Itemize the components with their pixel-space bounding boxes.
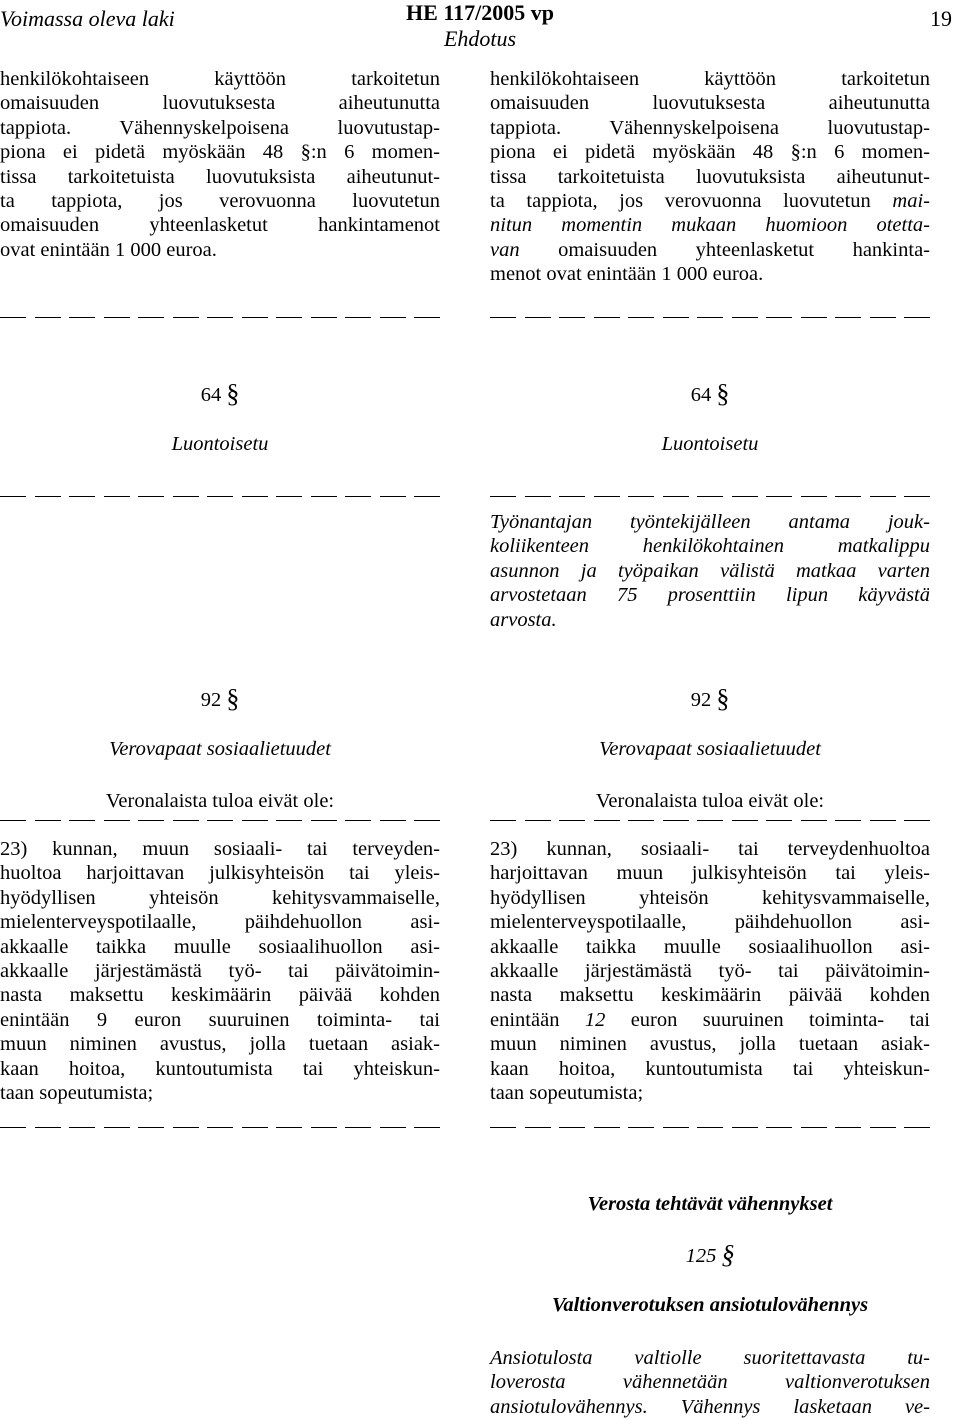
text-line: akkaalle järjestämästä työ- tai päivätoimin- bbox=[490, 960, 930, 983]
separator-dash bbox=[380, 1127, 406, 1128]
separator-dash bbox=[663, 1127, 689, 1128]
amended-text: van bbox=[490, 238, 520, 261]
section-92-intro-right: Veronalaista tuloa eivät ole: bbox=[595, 790, 825, 812]
separator-dash bbox=[732, 820, 758, 821]
separator-dash bbox=[104, 820, 130, 821]
separator-dash bbox=[69, 820, 95, 821]
section-number: 125 bbox=[685, 1245, 717, 1267]
separator-dash bbox=[380, 496, 406, 497]
separator-dash bbox=[414, 317, 440, 318]
section-92-number-left bbox=[0, 686, 440, 712]
separator-dash bbox=[628, 1127, 654, 1128]
separator-dash bbox=[904, 317, 930, 318]
separator-dash bbox=[35, 496, 61, 497]
separator-dash bbox=[835, 496, 861, 497]
separator-dash bbox=[207, 820, 233, 821]
header-document-id: HE 117/2005 vp bbox=[406, 0, 554, 25]
text-run: euron suuruinen toiminta- tai bbox=[605, 1008, 930, 1031]
separator-dash bbox=[276, 317, 302, 318]
section-symbol: § bbox=[716, 684, 730, 713]
separator-dash bbox=[490, 1127, 516, 1128]
text-line: mielenterveyspotilaalle, päihdehuollon asi- bbox=[490, 911, 930, 934]
text-line: 23) kunnan, muun sosiaali- tai terveyden- bbox=[0, 838, 440, 860]
separator-dash bbox=[870, 317, 896, 318]
separator-dash bbox=[104, 1127, 130, 1128]
text-line: piona ei pidetä myöskään 48 §:n 6 momen- bbox=[490, 141, 930, 164]
separator-dash bbox=[35, 1127, 61, 1128]
separator-dash bbox=[525, 1127, 551, 1128]
section-92-item-23-right bbox=[490, 837, 930, 1105]
text-line: hyödyllisen yhteisön kehitysvammaiselle, bbox=[0, 886, 440, 909]
separator-dash bbox=[697, 496, 723, 497]
text-line bbox=[490, 1008, 930, 1032]
section-64-title-left: Luontoisetu bbox=[171, 433, 269, 455]
text-line bbox=[490, 189, 930, 213]
text-line: omaisuuden yhteenlasketut hankintamenot bbox=[0, 214, 440, 237]
separator-dash bbox=[904, 820, 930, 821]
section-64-title-right: Luontoisetu bbox=[661, 433, 759, 455]
separator-dash bbox=[345, 496, 371, 497]
section-number: 92 bbox=[690, 689, 712, 711]
separator-dash bbox=[904, 496, 930, 497]
separator-dash bbox=[663, 317, 689, 318]
section-symbol: § bbox=[226, 684, 240, 713]
separator-dash bbox=[835, 820, 861, 821]
separator-dash bbox=[311, 1127, 337, 1128]
text-line: nasta maksettu keskimäärin päivää kohden bbox=[0, 984, 440, 1007]
section-symbol: § bbox=[721, 1240, 735, 1269]
separator-dash bbox=[345, 1127, 371, 1128]
separator-dash bbox=[207, 317, 233, 318]
separator-dash bbox=[69, 496, 95, 497]
page-number: 19 bbox=[930, 6, 952, 31]
separator-dash bbox=[0, 820, 26, 821]
separator-dash bbox=[870, 1127, 896, 1128]
separator-dash bbox=[276, 1127, 302, 1128]
text-line: loverosta vähennetään valtionverotuksen bbox=[490, 1371, 930, 1394]
section-92-title-right: Verovapaat sosiaalietuudet bbox=[599, 738, 821, 760]
separator-dash bbox=[594, 496, 620, 497]
separator-dash bbox=[345, 820, 371, 821]
separator-dash bbox=[559, 317, 585, 318]
text-line: huoltoa harjoittavan julkisyhteisön tai yleis- bbox=[0, 862, 440, 885]
separator-dash bbox=[173, 317, 199, 318]
text-line: kaan hoitoa, kuntoutumista tai yhteiskun- bbox=[0, 1057, 440, 1080]
separator-dash bbox=[104, 496, 130, 497]
separator-dash bbox=[697, 1127, 723, 1128]
block1-right-paragraph bbox=[490, 67, 930, 287]
separator-dash bbox=[732, 496, 758, 497]
separator-dash bbox=[345, 317, 371, 318]
separator-dash bbox=[870, 496, 896, 497]
separator-dash bbox=[904, 1127, 930, 1128]
separator-dash bbox=[870, 820, 896, 821]
omission-separator bbox=[0, 820, 440, 821]
separator-dash bbox=[490, 496, 516, 497]
separator-dash bbox=[0, 496, 26, 497]
text-line: nasta maksettu keskimäärin päivää kohden bbox=[490, 984, 930, 1007]
text-line: taan sopeutumista; bbox=[490, 1082, 644, 1105]
text-line: muun niminen avustus, jolla tuetaan asiak- bbox=[490, 1033, 930, 1056]
separator-dash bbox=[311, 496, 337, 497]
separator-dash bbox=[276, 496, 302, 497]
text-line: akkaalle taikka muulle sosiaalihuollon asi- bbox=[0, 935, 440, 958]
omission-separator bbox=[490, 317, 930, 318]
separator-dash bbox=[138, 1127, 164, 1128]
text-line: menot ovat enintään 1 000 euroa. bbox=[490, 263, 764, 286]
section-number: 92 bbox=[200, 689, 222, 711]
separator-dash bbox=[732, 317, 758, 318]
separator-dash bbox=[525, 820, 551, 821]
separator-dash bbox=[594, 820, 620, 821]
omission-separator bbox=[0, 317, 440, 318]
text-line: Työnantajan työntekijälleen antama jouk- bbox=[490, 511, 930, 533]
separator-dash bbox=[414, 1127, 440, 1128]
text-line: henkilökohtaiseen käyttöön tarkoitetun bbox=[0, 68, 440, 90]
header-law-status: Voimassa oleva laki bbox=[0, 6, 175, 31]
text-line: kaan hoitoa, kuntoutumista tai yhteiskun- bbox=[490, 1057, 930, 1080]
text-line: Ansiotulosta valtiolle suoritettavasta tu- bbox=[490, 1347, 930, 1369]
header-center bbox=[0, 0, 960, 51]
separator-dash bbox=[242, 820, 268, 821]
text-line: arvosta. bbox=[490, 608, 557, 631]
text-line: piona ei pidetä myöskään 48 §:n 6 momen- bbox=[0, 141, 440, 164]
separator-dash bbox=[525, 317, 551, 318]
text-line: taan sopeutumista; bbox=[0, 1082, 154, 1105]
omission-separator bbox=[0, 1127, 440, 1128]
separator-dash bbox=[835, 317, 861, 318]
separator-dash bbox=[628, 496, 654, 497]
text-line: ansiotulovähennys. Vähennys lasketaan ve- bbox=[490, 1395, 930, 1418]
section-number: 64 bbox=[200, 384, 222, 406]
omission-separator bbox=[490, 496, 930, 497]
section-92-title-left: Verovapaat sosiaalietuudet bbox=[109, 738, 331, 760]
text-run: ta tappiota, jos verovuonna luovutetun bbox=[490, 190, 893, 213]
separator-dash bbox=[242, 496, 268, 497]
chapter-heading: Verosta tehtävät vähennykset bbox=[587, 1193, 833, 1215]
text-line: enintään 9 euron suuruinen toiminta- tai bbox=[0, 1008, 440, 1031]
section-number: 64 bbox=[690, 384, 712, 406]
separator-dash bbox=[697, 317, 723, 318]
separator-dash bbox=[801, 317, 827, 318]
text-line: 23) kunnan, sosiaali- tai terveydenhuoltoa bbox=[490, 838, 930, 860]
separator-dash bbox=[242, 317, 268, 318]
text-line: akkaalle taikka muulle sosiaalihuollon asi- bbox=[490, 935, 930, 958]
text-run: omaisuuden yhteenlasketut hankinta- bbox=[519, 238, 930, 261]
text-line: henkilökohtaiseen käyttöön tarkoitetun bbox=[490, 68, 930, 90]
text-line: akkaalle järjestämästä työ- tai päivätoimin- bbox=[0, 960, 440, 983]
text-line: ovat enintään 1 000 euroa. bbox=[0, 238, 217, 261]
separator-dash bbox=[0, 1127, 26, 1128]
separator-dash bbox=[732, 1127, 758, 1128]
section-125-number bbox=[490, 1242, 930, 1268]
separator-dash bbox=[173, 820, 199, 821]
amended-amount: 12 bbox=[584, 1008, 606, 1031]
separator-dash bbox=[138, 317, 164, 318]
text-line: hyödyllisen yhteisön kehitysvammaiselle, bbox=[490, 886, 930, 909]
text-line: omaisuuden luovutuksesta aiheutunutta bbox=[0, 92, 440, 115]
text-line: arvostetaan 75 prosenttiin lipun käyvästä bbox=[490, 584, 930, 607]
section-125-title: Valtionverotuksen ansiotulovähennys bbox=[551, 1294, 869, 1316]
omission-separator bbox=[490, 1127, 930, 1128]
header-proposal-label: Ehdotus bbox=[443, 26, 517, 51]
separator-dash bbox=[801, 1127, 827, 1128]
text-line: koliikenteen henkilökohtainen matkalippu bbox=[490, 535, 930, 558]
separator-dash bbox=[490, 317, 516, 318]
separator-dash bbox=[311, 820, 337, 821]
section-64-number-left bbox=[0, 381, 440, 407]
separator-dash bbox=[697, 820, 723, 821]
separator-dash bbox=[138, 496, 164, 497]
separator-dash bbox=[380, 820, 406, 821]
separator-dash bbox=[490, 820, 516, 821]
separator-dash bbox=[525, 496, 551, 497]
separator-dash bbox=[311, 317, 337, 318]
separator-dash bbox=[766, 317, 792, 318]
separator-dash bbox=[173, 496, 199, 497]
section-symbol: § bbox=[716, 379, 730, 408]
section-92-number-right bbox=[490, 686, 930, 712]
omission-separator bbox=[0, 496, 440, 497]
separator-dash bbox=[138, 820, 164, 821]
block1-left-paragraph bbox=[0, 67, 440, 262]
separator-dash bbox=[207, 496, 233, 497]
separator-dash bbox=[380, 317, 406, 318]
section-92-item-23-left bbox=[0, 837, 440, 1105]
omission-separator bbox=[490, 820, 930, 821]
separator-dash bbox=[0, 317, 26, 318]
separator-dash bbox=[594, 317, 620, 318]
separator-dash bbox=[801, 496, 827, 497]
text-line: mielenterveyspotilaalle, päihdehuollon asi- bbox=[0, 911, 440, 934]
separator-dash bbox=[663, 820, 689, 821]
separator-dash bbox=[35, 820, 61, 821]
section-125-paragraph bbox=[490, 1346, 930, 1419]
amended-text: mai- bbox=[892, 190, 930, 213]
separator-dash bbox=[242, 1127, 268, 1128]
separator-dash bbox=[414, 496, 440, 497]
text-run: enintään bbox=[490, 1008, 585, 1031]
separator-dash bbox=[559, 820, 585, 821]
separator-dash bbox=[414, 820, 440, 821]
text-line: harjoittavan muun julkisyhteisön tai yleis- bbox=[490, 862, 930, 885]
separator-dash bbox=[207, 1127, 233, 1128]
text-line: tissa tarkoitetuista luovutuksista aiheutunut- bbox=[490, 165, 930, 188]
separator-dash bbox=[835, 1127, 861, 1128]
separator-dash bbox=[69, 317, 95, 318]
separator-dash bbox=[559, 1127, 585, 1128]
section-92-intro-left: Veronalaista tuloa eivät ole: bbox=[105, 790, 335, 812]
section-64-new-paragraph bbox=[490, 510, 930, 632]
text-line: tappiota. Vähennyskelpoisena luovutustap- bbox=[490, 116, 930, 139]
separator-dash bbox=[173, 1127, 199, 1128]
separator-dash bbox=[801, 820, 827, 821]
text-line: ta tappiota, jos verovuonna luovutetun bbox=[0, 190, 440, 213]
separator-dash bbox=[104, 317, 130, 318]
separator-dash bbox=[276, 820, 302, 821]
section-64-number-right bbox=[490, 381, 930, 407]
separator-dash bbox=[35, 317, 61, 318]
separator-dash bbox=[69, 1127, 95, 1128]
separator-dash bbox=[628, 317, 654, 318]
text-line: tissa tarkoitetuista luovutuksista aiheutunut- bbox=[0, 165, 440, 188]
text-line: tappiota. Vähennyskelpoisena luovutustap- bbox=[0, 116, 440, 139]
separator-dash bbox=[663, 496, 689, 497]
separator-dash bbox=[628, 820, 654, 821]
separator-dash bbox=[766, 820, 792, 821]
text-line bbox=[490, 238, 930, 262]
separator-dash bbox=[559, 496, 585, 497]
separator-dash bbox=[766, 1127, 792, 1128]
text-line: omaisuuden luovutuksesta aiheutunutta bbox=[490, 92, 930, 115]
text-line: muun niminen avustus, jolla tuetaan asiak- bbox=[0, 1033, 440, 1056]
amended-text-line: nitun momentin mukaan huomioon otetta- bbox=[490, 214, 930, 237]
separator-dash bbox=[594, 1127, 620, 1128]
separator-dash bbox=[766, 496, 792, 497]
text-line: asunnon ja työpaikan välistä matkaa varten bbox=[490, 559, 930, 582]
section-symbol: § bbox=[226, 379, 240, 408]
